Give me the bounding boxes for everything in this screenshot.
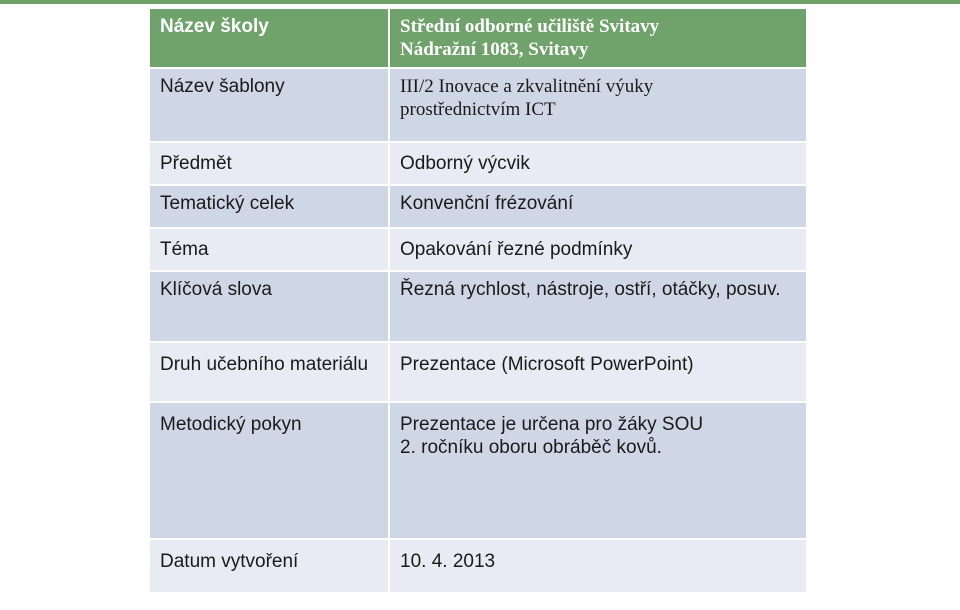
table-row-subject [149,142,807,185]
label-cell [149,539,389,593]
table-row-date [149,539,807,593]
table-row-template [149,68,807,142]
value-cell [389,142,807,185]
label-cell [149,142,389,185]
date-label: Datum vytvoření [160,551,299,572]
value-cell [389,228,807,271]
value-cell [389,8,807,68]
topic-value: Opakování řezné podmínky [400,239,633,260]
table-row-method [149,402,807,539]
label-cell [149,402,389,539]
table-row-material-type [149,342,807,402]
unit-value: Konvenční frézování [400,193,574,214]
label-cell [149,8,389,68]
table-row-unit [149,185,807,228]
value-cell [389,402,807,539]
top-accent-bar [0,0,960,4]
value-cell [389,68,807,142]
date-value: 10. 4. 2013 [400,551,496,572]
method-value: Prezentace je určena pro žáky SOU 2. ročníku oboru obráběč kovů. [400,414,704,458]
subject-label: Předmět [160,153,232,174]
material-type-value: Prezentace (Microsoft PowerPoint) [400,354,694,375]
method-label: Metodický pokyn [160,414,302,435]
material-type-label: Druh učebního materiálu [160,354,369,375]
label-cell [149,342,389,402]
label-cell [149,271,389,342]
label-cell [149,228,389,271]
school-name-label: Název školy [160,16,269,37]
school-name-value: Střední odborné učiliště Svitavy Nádražní 1083, Svitavy [400,16,660,60]
table-row-topic [149,228,807,271]
value-cell [389,271,807,342]
table-row-school [149,8,807,68]
template-name-label: Název šablony [160,76,285,97]
value-cell [389,185,807,228]
value-cell [389,342,807,402]
value-cell [389,539,807,593]
keywords-value: Řezná rychlost, nástroje, ostří, otáčky, posuv. [400,279,781,300]
topic-label: Téma [160,239,209,260]
label-cell [149,68,389,142]
keywords-label: Klíčová slova [160,279,272,300]
metadata-table [148,7,808,594]
subject-value: Odborný výcvik [400,153,530,174]
unit-label: Tematický celek [160,193,295,214]
label-cell [149,185,389,228]
table-row-keywords [149,271,807,342]
template-name-value: III/2 Inovace a zkvalitnění výuky prostřednictvím ICT [400,76,654,120]
